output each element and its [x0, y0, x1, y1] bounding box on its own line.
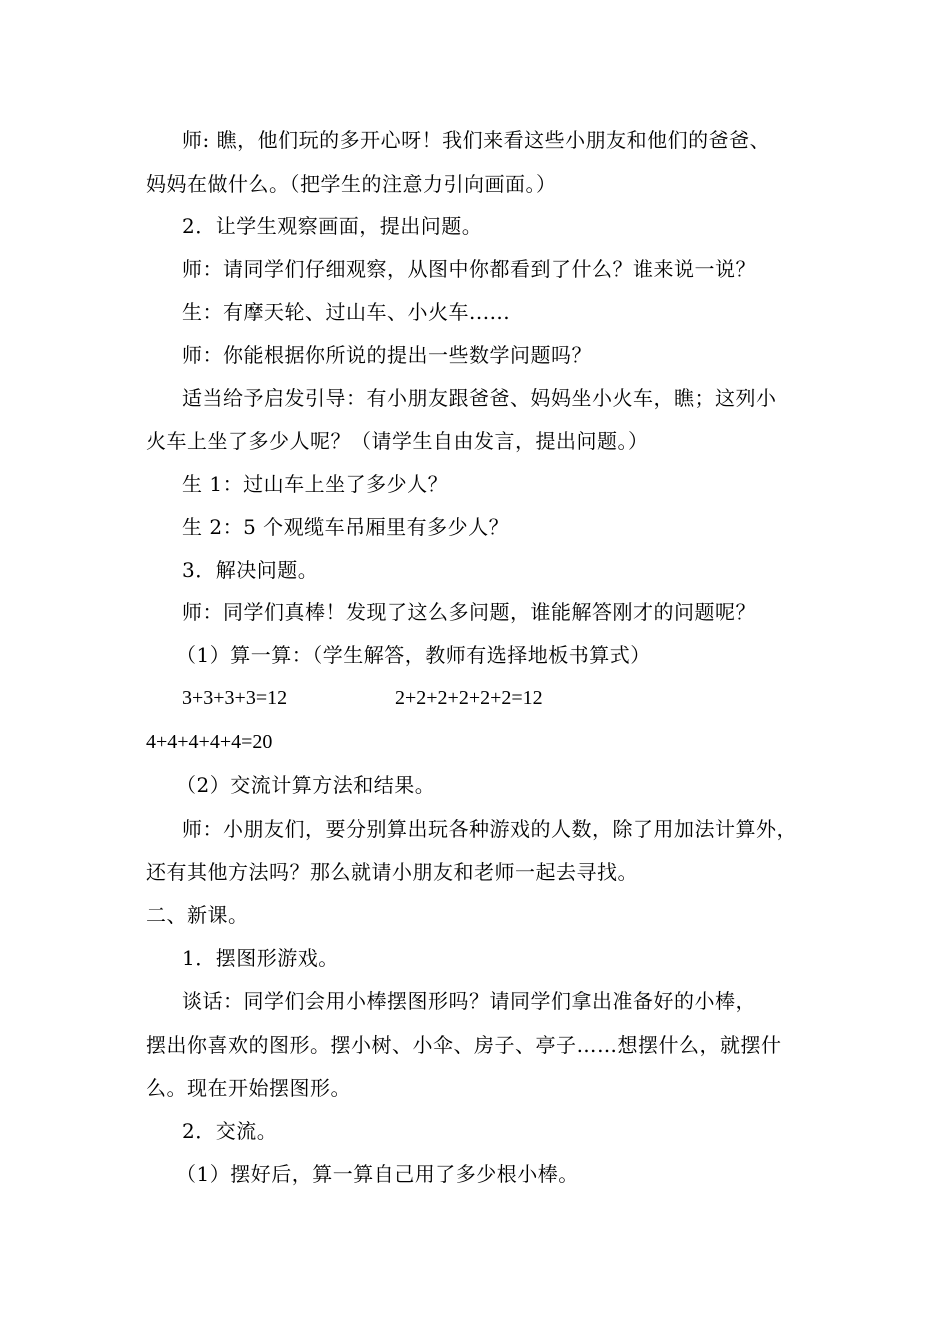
paragraph-line: （1）摆好后，算一算自己用了多少根小棒。 [176, 1162, 579, 1186]
formula: 4+4+4+4+4=20 [146, 731, 273, 753]
formula: 2+2+2+2+2+2=12 [395, 687, 543, 709]
section-heading: 二、新课。 [146, 903, 249, 927]
paragraph-line: 师：小朋友们，要分别算出玩各种游戏的人数，除了用加法计算外， [182, 817, 797, 841]
paragraph-line: 适当给予启发引导：有小朋友跟爸爸、妈妈坐小火车，瞧；这列小 [182, 386, 777, 410]
paragraph-line: （2）交流计算方法和结果。 [176, 773, 436, 797]
formula: 3+3+3+3=12 [182, 687, 288, 709]
paragraph-line: （1）算一算：（学生解答，教师有选择地板书算式） [176, 643, 651, 667]
paragraph-line: 还有其他方法吗？那么就请小朋友和老师一起去寻找。 [146, 860, 638, 884]
section-heading: 3．解决问题。 [182, 558, 319, 582]
paragraph-line: 谈话：同学们会用小棒摆图形吗？请同学们拿出准备好的小棒， [182, 989, 756, 1013]
paragraph-line: 生：有摩天轮、过山车、小火车...... [182, 300, 511, 324]
section-heading: 1．摆图形游戏。 [182, 946, 339, 970]
paragraph-line: 师：你能根据你所说的提出一些数学问题吗？ [182, 343, 592, 367]
paragraph-line: 生 1：过山车上坐了多少人？ [182, 472, 449, 496]
paragraph-line: 师: 瞧，他们玩的多开心呀！我们来看这些小朋友和他们的爸爸、 [182, 128, 771, 152]
section-heading: 2．交流。 [182, 1119, 278, 1143]
paragraph-line: 妈妈在做什么。（把学生的注意力引向画面。） [146, 172, 557, 196]
paragraph-line: 2．让学生观察画面，提出问题。 [182, 214, 483, 238]
paragraph-line: 么。现在开始摆图形。 [146, 1076, 351, 1100]
paragraph-line: 师：请同学们仔细观察，从图中你都看到了什么？谁来说一说？ [182, 257, 756, 281]
paragraph-line: 师：同学们真棒！发现了这么多问题，谁能解答刚才的问题呢？ [182, 600, 756, 624]
paragraph-line: 摆出你喜欢的图形。摆小树、小伞、房子、亭子……想摆什么，就摆什 [146, 1033, 782, 1057]
paragraph-line: 火车上坐了多少人呢？（请学生自由发言，提出问题。） [146, 429, 649, 453]
paragraph-line: 生 2：5 个观缆车吊厢里有多少人？ [182, 515, 510, 539]
